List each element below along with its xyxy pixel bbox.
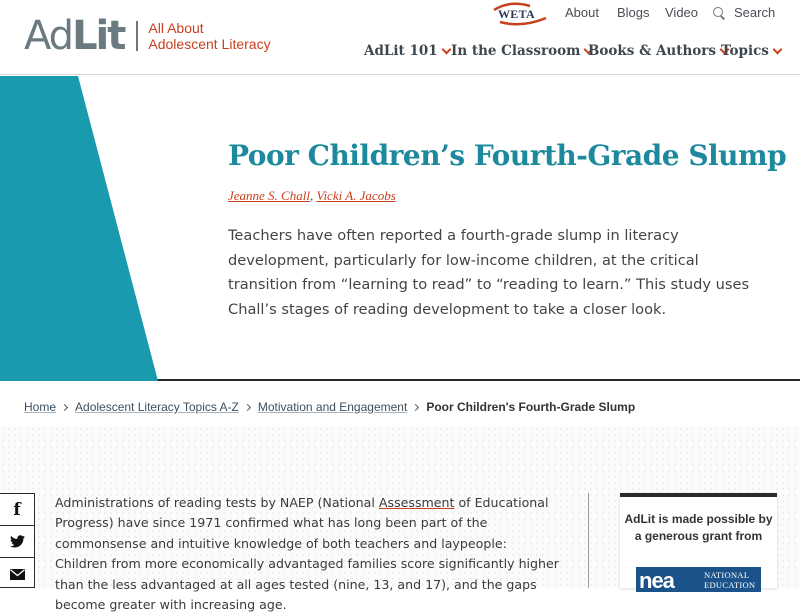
- hero-teal-shape: [0, 76, 170, 381]
- nea-name: [704, 570, 755, 590]
- body-text-after: of Educational Progress) have since 1971 confirmed what has long been part of the commonsense and intuitive knowledge of both teachers and laypeople: Children from more economically advantaged families score significantly higher than the less advantaged at all ages tested (nine, 13, and 17), and the gaps become greater with increasing age.: [55, 495, 559, 613]
- nav-topics[interactable]: [721, 43, 781, 59]
- twitter-icon: [10, 535, 25, 548]
- author-list: [228, 188, 396, 204]
- chevron-down-icon: [441, 44, 451, 54]
- glossary-link-assessment[interactable]: Assessment: [378, 495, 455, 510]
- weta-text: WETA: [498, 7, 535, 21]
- facebook-icon: f: [13, 499, 21, 520]
- util-link-blogs[interactable]: Blogs: [617, 5, 650, 20]
- nav-topics-label: Topics: [721, 43, 769, 59]
- logo-divider: [136, 21, 138, 51]
- util-link-about[interactable]: About: [565, 5, 599, 20]
- search-icon: [713, 7, 725, 19]
- email-icon: [10, 569, 25, 580]
- chevron-right-icon: [61, 403, 68, 410]
- article-summary: Teachers have often reported a fourth-grade slump in literacy development, particularly for low-income children, at the critical transition from “learning to read” to “reading to learn.” This study uses Chall’s stages of reading development to take a closer look.: [228, 227, 750, 318]
- chevron-down-icon: [772, 44, 782, 54]
- content-divider: [588, 493, 589, 588]
- nav-classroom-label: In the Classroom: [451, 43, 581, 59]
- tagline-line2: Adolescent Literacy: [148, 36, 271, 52]
- sponsor-text: AdLit is made possible by a generous grant from: [624, 512, 773, 543]
- weta-logo[interactable]: [490, 2, 548, 26]
- adlit-logo[interactable]: [24, 14, 271, 58]
- nea-mark: nea: [639, 568, 674, 593]
- nea-name-line1: NATIONAL: [704, 570, 750, 580]
- share-bar: [0, 493, 35, 588]
- share-email-button[interactable]: [0, 558, 34, 590]
- author-link-chall[interactable]: Jeanne S. Chall: [228, 188, 310, 203]
- nav-books-label: Books & Authors: [588, 43, 717, 59]
- chevron-right-icon: [244, 403, 251, 410]
- search-button[interactable]: [713, 5, 775, 20]
- logo-ad-text: Ad: [24, 13, 73, 59]
- body-text-before: Administrations of reading tests by NAEP (National: [55, 495, 379, 510]
- util-link-video[interactable]: Video: [665, 5, 699, 20]
- nea-logo[interactable]: [636, 567, 761, 592]
- search-label: Search: [734, 5, 776, 20]
- site-header: [0, 0, 800, 75]
- nav-books-authors[interactable]: [588, 43, 728, 59]
- nav-adlit101[interactable]: [364, 43, 450, 59]
- tagline-line1: All About: [148, 20, 204, 36]
- share-facebook-button[interactable]: [0, 494, 34, 526]
- breadcrumb-current: Poor Children's Fourth-Grade Slump: [426, 400, 636, 414]
- nea-name-line2: EDUCATION: [704, 580, 756, 590]
- logo-tagline: [148, 20, 270, 52]
- logo-lit-text: Lit: [72, 13, 125, 59]
- article-hero: [0, 76, 800, 381]
- nav-adlit101-label: AdLit 101: [364, 43, 438, 59]
- author-separator: ,: [309, 188, 314, 203]
- sponsor-box: [620, 493, 777, 593]
- page-title: Poor Children’s Fourth-Grade Slump: [228, 139, 787, 172]
- breadcrumb-topics[interactable]: Adolescent Literacy Topics A-Z: [75, 400, 239, 414]
- breadcrumb: [24, 400, 635, 414]
- share-twitter-button[interactable]: [0, 526, 34, 558]
- article-body-paragraph: [55, 493, 560, 615]
- breadcrumb-motivation[interactable]: Motivation and Engagement: [257, 400, 408, 414]
- author-link-jacobs[interactable]: Vicki A. Jacobs: [316, 188, 396, 203]
- chevron-right-icon: [412, 403, 419, 410]
- nav-in-the-classroom[interactable]: [451, 43, 592, 59]
- breadcrumb-home[interactable]: Home: [24, 400, 57, 414]
